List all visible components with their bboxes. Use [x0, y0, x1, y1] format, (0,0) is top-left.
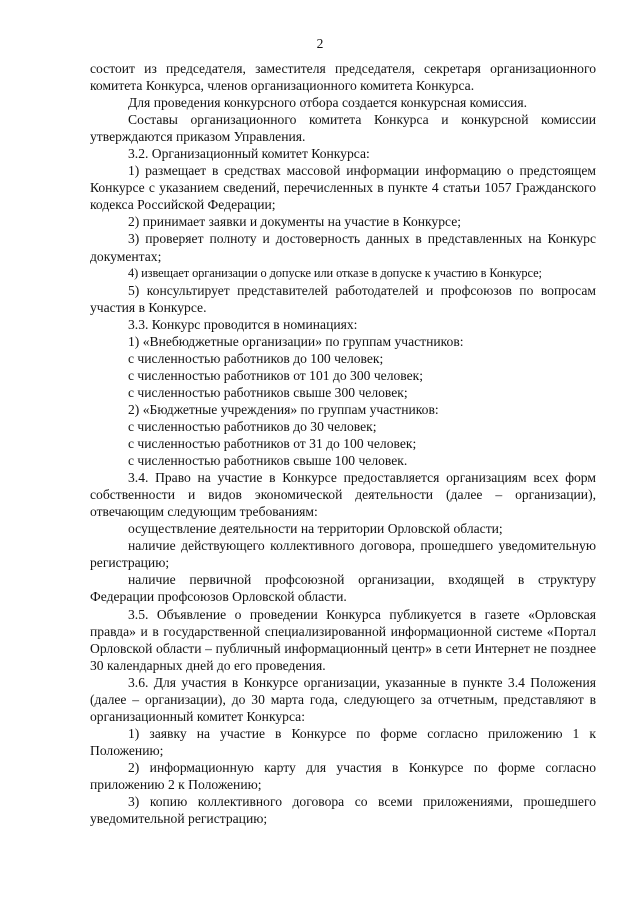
document-body — [90, 60, 596, 827]
list-item: 2) информационную карту для участия в Конкурсе по форме согласно приложению 2 к Положению; — [90, 759, 596, 792]
paragraph: 3.4. Право на участие в Конкурсе предоставляется организациям всех форм собственности и видов экономической деятельности (далее – организации), отвечающим следующим требованиям: — [90, 470, 596, 520]
section-heading: 3.2. Организационный комитет Конкурса: — [128, 146, 370, 162]
paragraph: 3.5. Объявление о проведении Конкурса публикуется в газете «Орловская правда» и в государственной специализированной информационной системе «Портал Орловской области – публичный информационный центр» в сети Интернет не позднее 30 календарных дней до его проведения. — [90, 606, 596, 673]
list-item: 3) проверяет полноту и достоверность данных в представленных на Конкурс документах; — [90, 231, 596, 264]
list-item: с численностью работников до 30 человек; — [128, 418, 377, 434]
paragraph: Составы организационного комитета Конкурса и конкурсной комиссии утверждаются приказом Управления. — [90, 112, 596, 145]
list-item: с численностью работников от 101 до 300 человек; — [128, 367, 424, 383]
list-item: 2) принимает заявки и документы на участие в Конкурсе; — [128, 214, 462, 230]
list-item: 4) извещает организации о допуске или отказе в допуске к участию в Конкурсе; — [128, 265, 542, 280]
paragraph: состоит из председателя, заместителя председателя, секретаря организационного комитета Конкурса, членов организационного комитета Конкурса. — [90, 61, 596, 94]
list-item: 1) заявку на участие в Конкурсе по форме согласно приложению 1 к Положению; — [90, 725, 596, 758]
paragraph: 3.6. Для участия в Конкурсе организации, указанные в пункте 3.4 Положения (далее – организации), до 30 марта года, следующего за отчетным, представляют в организационный комитет Конкурса: — [90, 674, 596, 724]
section-heading: 3.3. Конкурс проводится в номинациях: — [128, 316, 358, 332]
list-item: с численностью работников свыше 300 человек; — [128, 384, 408, 400]
list-item: 5) консультирует представителей работодателей и профсоюзов по вопросам участия в Конкурсе. — [90, 282, 596, 315]
list-item: с численностью работников от 31 до 100 человек; — [128, 436, 417, 452]
list-item: 3) копию коллективного договора со всеми приложениями, прошедшего уведомительной регистрацию; — [90, 794, 596, 827]
page-number: 2 — [316, 36, 324, 51]
list-item: наличие действующего коллективного договора, прошедшего уведомительную регистрацию; — [90, 538, 596, 571]
list-item: с численностью работников свыше 100 человек. — [128, 453, 408, 469]
list-item: 2) «Бюджетные учреждения» по группам участников: — [128, 401, 439, 417]
list-item: 1) размещает в средствах массовой информации информацию о предстоящем Конкурсе с указанием сведений, перечисленных в пункте 4 статьи 1057 Гражданского кодекса Российской Федерации; — [90, 163, 596, 213]
list-item: 1) «Внебюджетные организации» по группам участников: — [128, 333, 464, 349]
paragraph: Для проведения конкурсного отбора создается конкурсная комиссия. — [128, 95, 527, 111]
list-item: с численностью работников до 100 человек; — [128, 350, 384, 366]
list-item: наличие первичной профсоюзной организации, входящей в структуру Федерации профсоюзов Орловской области. — [90, 572, 596, 605]
list-item: осуществление деятельности на территории Орловской области; — [128, 521, 503, 537]
